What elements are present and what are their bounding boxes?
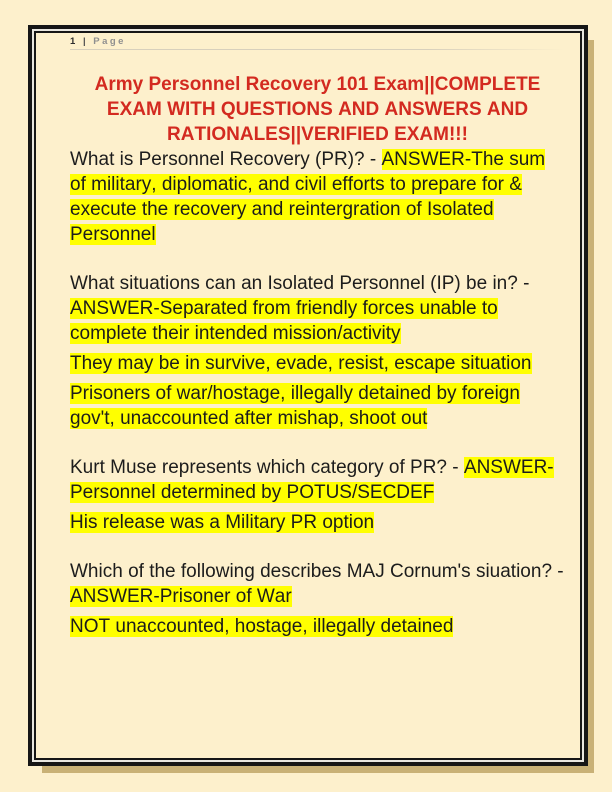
qa-note <box>70 351 565 376</box>
qa-paragraph <box>70 271 565 346</box>
qa-block <box>70 455 565 535</box>
qa-paragraph <box>70 147 565 247</box>
answer-highlight: ANSWER-Separated from friendly forces unable to complete their intended mission/activity <box>70 298 498 344</box>
page-number: 1 <box>70 36 78 47</box>
note-highlight: Prisoners of war/hostage, illegally detained by foreign gov't, unaccounted after mishap, shoot out <box>70 383 520 429</box>
note-highlight: His release was a Military PR option <box>70 512 375 533</box>
answer-highlight: ANSWER-The sum of military, diplomatic, and civil efforts to prepare for & execute the recovery and reintergration of Isolated Personnel <box>70 149 546 245</box>
qa-block <box>70 559 565 639</box>
qa-paragraph <box>70 455 565 505</box>
page-word: Page <box>93 36 126 47</box>
qa-note <box>70 614 565 639</box>
question-text: What is Personnel Recovery (PR)? - <box>70 149 382 170</box>
header-separator: | <box>82 36 89 47</box>
qa-block <box>70 271 565 431</box>
page-content <box>36 33 580 639</box>
page-title: Army Personnel Recovery 101 Exam||COMPLETE EXAM WITH QUESTIONS AND ANSWERS AND RATIONALES||VERIFIED EXAM!!! <box>94 74 541 145</box>
qa-block <box>70 147 565 247</box>
page-frame <box>34 31 582 760</box>
question-text: Kurt Muse represents which category of PR? - <box>70 457 464 478</box>
note-highlight: They may be in survive, evade, resist, escape situation <box>70 353 532 374</box>
header-rule <box>70 49 565 50</box>
qa-paragraph <box>70 559 565 609</box>
answer-highlight: ANSWER-Prisoner of War <box>70 586 292 607</box>
page-header <box>70 35 565 48</box>
qa-note <box>70 381 565 431</box>
question-text: Which of the following describes MAJ Cornum's siuation? - <box>70 561 564 582</box>
answer-highlight: ANSWER-Personnel determined by POTUS/SECDEF <box>70 457 554 503</box>
note-highlight: NOT unaccounted, hostage, illegally detained <box>70 616 454 637</box>
question-text: What situations can an Isolated Personnel (IP) be in? - <box>70 273 530 294</box>
qa-note <box>70 510 565 535</box>
